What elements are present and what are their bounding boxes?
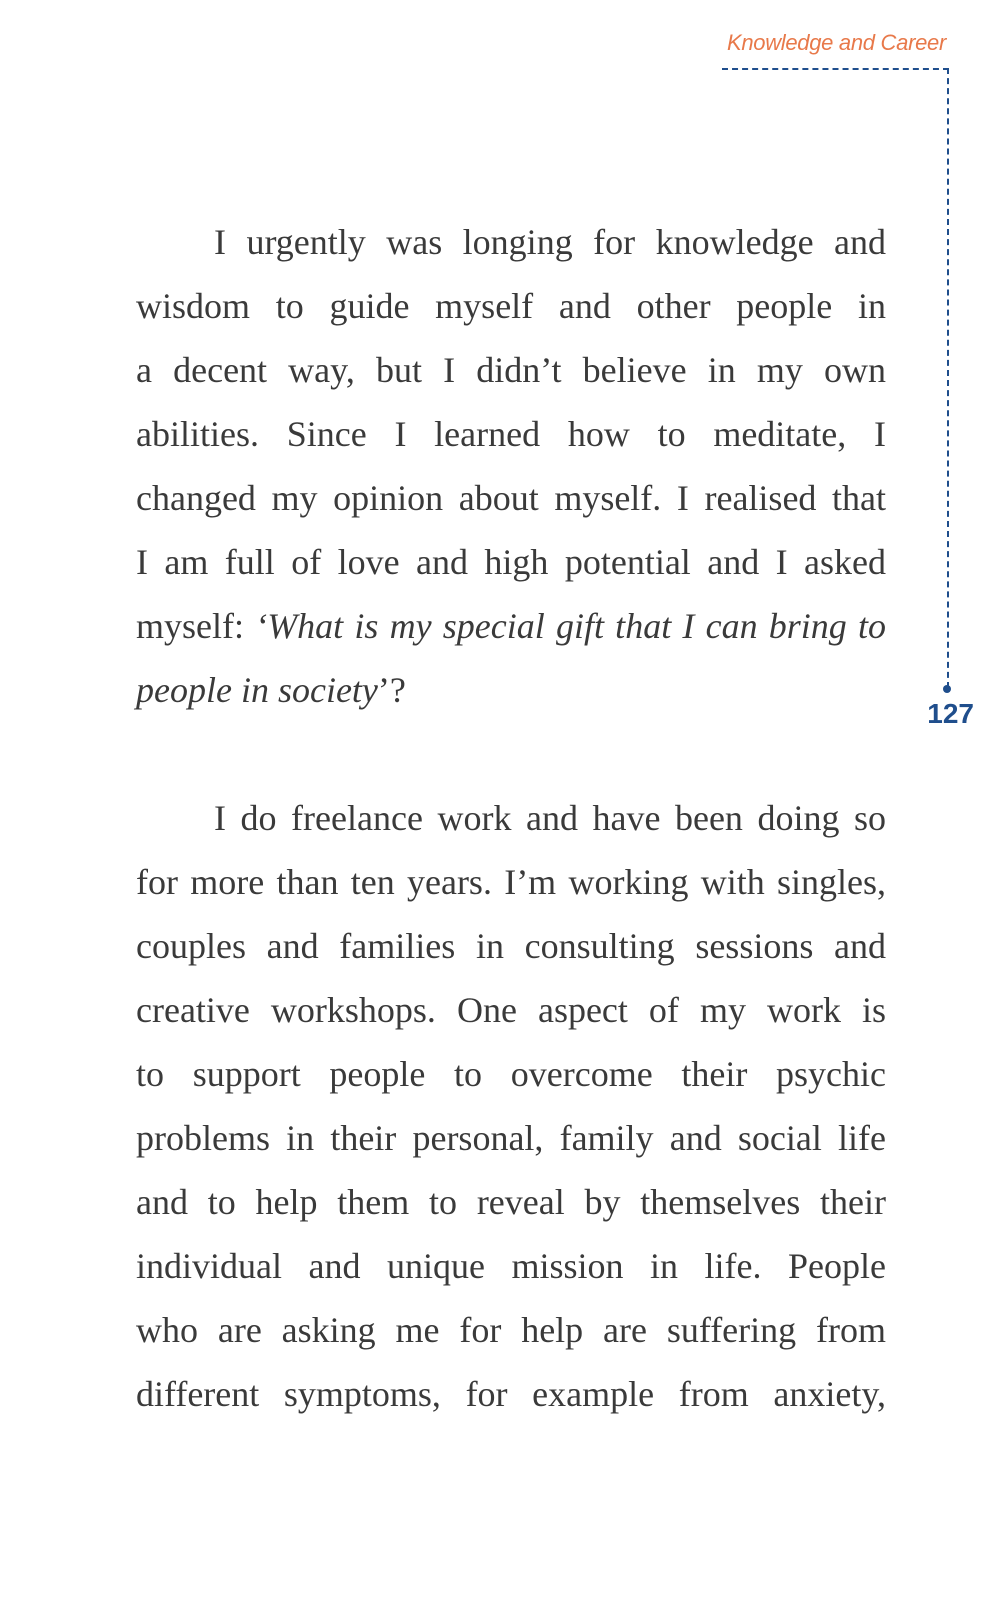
margin-dashed-rule	[947, 68, 949, 688]
header-dashed-rule	[722, 68, 949, 70]
text-line: problems in their personal, family and social life	[136, 1118, 886, 1158]
running-head: Knowledge and Career	[726, 30, 946, 55]
text-line: I do freelance work and have been doing so	[214, 798, 886, 838]
text-line: abilities. Since I learned how to meditate, I	[136, 414, 886, 454]
text-line	[136, 658, 886, 722]
italic-quote: ‘What is my special gift that I can bring to	[255, 606, 887, 646]
text-line: and to help them to reveal by themselves their	[136, 1182, 886, 1222]
text-fragment: ’?	[377, 670, 406, 710]
text-line: individual and unique mission in life. People	[136, 1246, 886, 1286]
text-line: for more than ten years. I’m working with singles,	[136, 862, 886, 902]
text-line: wisdom to guide myself and other people in	[136, 286, 886, 326]
text-line: a decent way, but I didn’t believe in my own	[136, 350, 886, 390]
text-line: to support people to overcome their psychic	[136, 1054, 886, 1094]
text-line: I am full of love and high potential and I asked	[136, 542, 886, 582]
text-line: who are asking me for help are suffering from	[136, 1310, 886, 1350]
text-line: changed my opinion about myself. I realised that	[136, 478, 886, 518]
paragraph-2	[136, 786, 886, 1426]
rule-end-dot	[943, 685, 951, 693]
text-line: different symptoms, for example from anxiety,	[136, 1374, 886, 1414]
text-line	[136, 594, 886, 658]
text-line: couples and families in consulting sessions and	[136, 926, 886, 966]
text-line: creative workshops. One aspect of my work is	[136, 990, 886, 1030]
text-line: I urgently was longing for knowledge and	[214, 222, 886, 262]
text-fragment: myself:	[136, 606, 256, 646]
paragraph-1	[136, 210, 886, 722]
italic-quote: people in society	[136, 670, 378, 710]
page-number: 127	[927, 698, 974, 729]
